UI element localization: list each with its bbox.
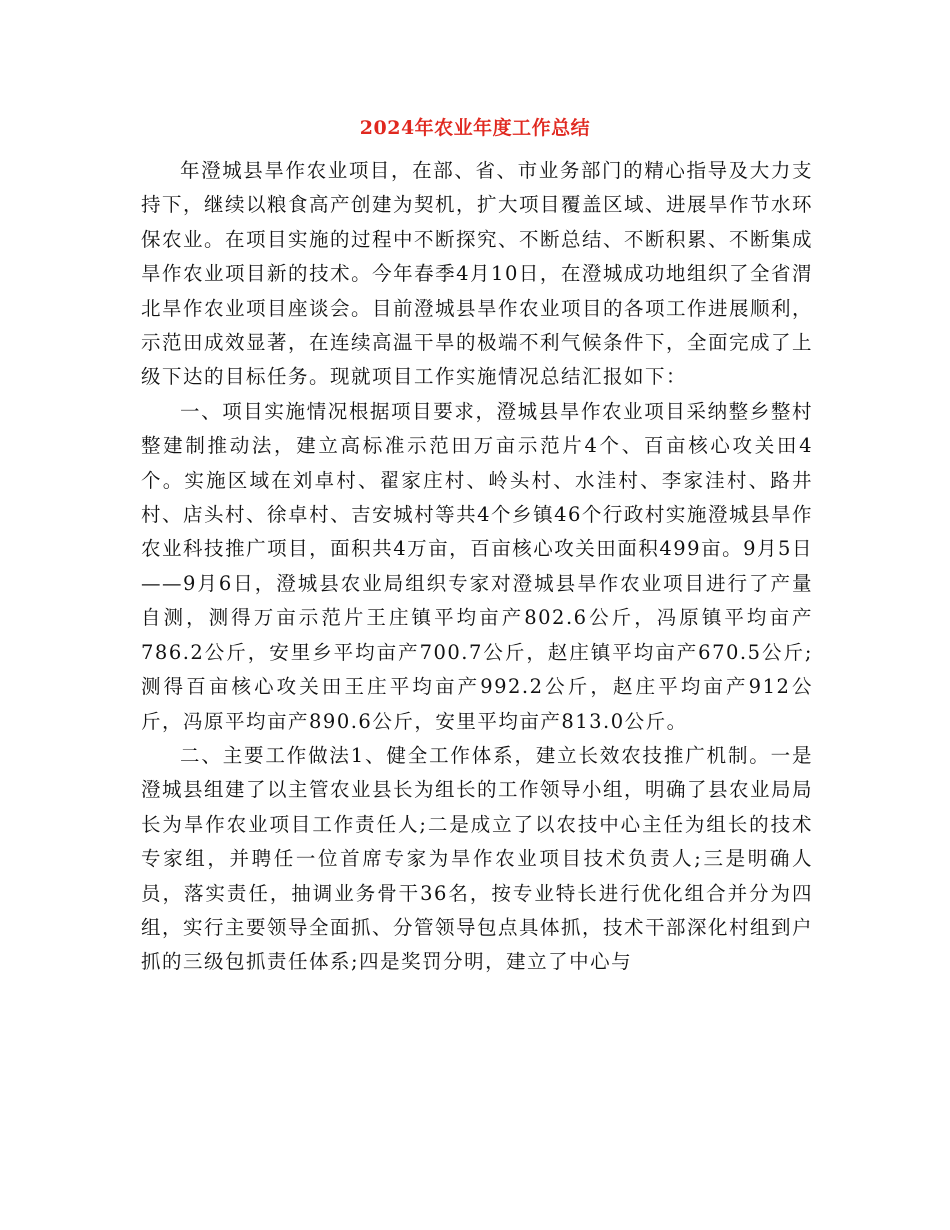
document-body xyxy=(141,154,813,980)
document-title: 2024年农业年度工作总结 xyxy=(359,117,591,139)
paragraph-implementation: 一、项目实施情况根据项目要求，澄城县旱作农业项目采纳整乡整村整建制推动法，建立高标准示范田万亩示范片4个、百亩核心攻关田4个。实施区域在刘卓村、翟家庄村、岭头村、水洼村、李家洼村、路井村、店头村、徐卓村、吉安城村等共4个乡镇46个行政村实施澄城县旱作农业科技推广项目，面积共4万亩，百亩核心攻关田面积499亩。9月5日——9月6日，澄城县农业局组织专家对澄城县旱作农业项目进行了产量自测，测得万亩示范片王庄镇平均亩产802.6公斤，冯原镇平均亩产786.2公斤，安里乡平均亩产700.7公斤，赵庄镇平均亩产670.5公斤;测得百亩核心攻关田王庄平均亩产992.2公斤，赵庄平均亩产912公斤，冯原平均亩产890.6公斤，安里平均亩产813.0公斤。 xyxy=(141,399,813,733)
paragraph-intro: 年澄城县旱作农业项目，在部、省、市业务部门的精心指导及大力支持下，继续以粮食高产创建为契机，扩大项目覆盖区域、进展旱作节水环保农业。在项目实施的过程中不断探究、不断总结、不断积累、不断集成旱作农业项目新的技术。今年春季4月10日，在澄城成功地组织了全省渭北旱作农业项目座谈会。目前澄城县旱作农业项目的各项工作进展顺利，示范田成效显著，在连续高温干旱的极端不利气候条件下，全面完成了上级下达的目标任务。现就项目工作实施情况总结汇报如下： xyxy=(141,159,814,389)
paragraph-methods: 二、主要工作做法1、健全工作体系，建立长效农技推广机制。一是澄城县组建了以主管农业县长为组长的工作领导小组，明确了县农业局局长为旱作农业项目工作责任人;二是成立了以农技中心主任为组长的技术专家组，并聘任一位首席专家为旱作农业项目技术负责人;三是明确人员，落实责任，抽调业务骨干36名，按专业特长进行优化组合并分为四组，实行主要领导全面抓、分管领导包点具体抓，技术干部深化村组到户抓的三级包抓责任体系;四是奖罚分明，建立了中心与 xyxy=(141,743,814,974)
